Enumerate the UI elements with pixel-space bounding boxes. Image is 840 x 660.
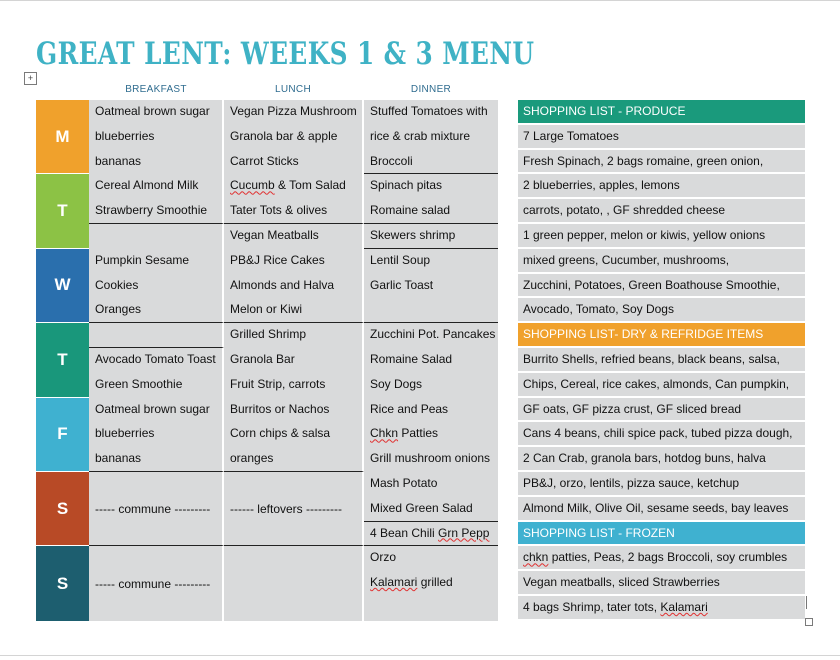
menu-text: & Tom Salad — [274, 178, 346, 193]
menu-cell: Oranges — [89, 298, 224, 323]
list-item: Zucchini, Potatoes, Green Boathouse Smoothie, — [518, 274, 805, 297]
list-item: mixed greens, Cucumber, mushrooms, — [518, 249, 805, 272]
day-wednesday: W — [36, 249, 89, 323]
table-move-handle-icon[interactable]: + — [24, 72, 37, 85]
menu-cell: oranges — [224, 447, 364, 472]
day-friday: F — [36, 398, 89, 472]
table-row — [89, 249, 498, 274]
list-item — [518, 596, 805, 619]
list-item: Burrito Shells, refried beans, black beans, salsa, — [518, 348, 805, 371]
table-row — [89, 472, 498, 546]
saturday-dinner-group — [364, 472, 498, 546]
day-thursday: T — [36, 323, 89, 397]
menu-cell: Grill mushroom onions — [364, 447, 498, 472]
menu-cell: PB&J Rice Cakes — [224, 249, 364, 274]
header-lunch: LUNCH — [275, 84, 311, 95]
table-row — [89, 100, 498, 125]
menu-cell: Burritos or Nachos — [224, 398, 364, 423]
menu-cell: ------ leftovers --------- — [224, 472, 364, 546]
table-row — [89, 422, 498, 447]
text-cursor — [806, 596, 807, 609]
spelling-flag: Kalamari — [660, 599, 708, 614]
list-item: 2 Can Crab, granola bars, hotdog buns, halva — [518, 447, 805, 470]
menu-text: grilled — [417, 575, 453, 590]
menu-cell: Fruit Strip, carrots — [224, 373, 364, 398]
menu-cell: Spinach pitas — [364, 174, 498, 199]
list-text: patties, Peas, 2 bags Broccoli, soy crumbles — [548, 550, 788, 565]
day-monday: M — [36, 100, 89, 174]
menu-cell-empty — [224, 546, 364, 620]
day-column — [36, 100, 89, 621]
menu-cell: bananas — [89, 150, 224, 175]
menu-table — [89, 100, 498, 621]
list-item: 1 green pepper, melon or kiwis, yellow onions — [518, 224, 805, 247]
menu-cell-empty — [89, 224, 224, 249]
menu-cell: Stuffed Tomatoes with — [364, 100, 498, 125]
table-row — [89, 323, 498, 348]
spelling-flag: chkn — [523, 550, 549, 565]
bottom-rule — [0, 655, 840, 656]
menu-cell: Mash Potato — [364, 472, 498, 497]
menu-cell-empty — [89, 323, 224, 348]
table-row — [89, 298, 498, 323]
day-sunday: S — [36, 546, 89, 620]
list-item: Vegan meatballs, sliced Strawberries — [518, 571, 805, 594]
menu-cell: Granola bar & apple — [224, 125, 364, 150]
menu-cell: blueberries — [89, 422, 224, 447]
list-item: 7 Large Tomatoes — [518, 125, 805, 148]
menu-cell: Almonds and Halva — [224, 274, 364, 299]
day-saturday: S — [36, 472, 89, 546]
menu-cell: ----- commune --------- — [89, 546, 224, 620]
menu-cell: Vegan Meatballs — [224, 224, 364, 249]
menu-cell: Skewers shrimp — [364, 224, 498, 249]
menu-cell: Cereal Almond Milk — [89, 174, 224, 199]
spelling-flag: Chkn — [370, 426, 399, 441]
top-rule — [0, 0, 840, 1]
menu-cell: Romaine salad — [364, 199, 498, 224]
menu-cell: Rice and Peas — [364, 398, 498, 423]
table-row — [89, 199, 498, 224]
sunday-dinner-group — [364, 546, 498, 620]
list-item: GF oats, GF pizza crust, GF sliced bread — [518, 398, 805, 421]
table-row — [89, 274, 498, 299]
table-row — [89, 125, 498, 150]
menu-cell: Romaine Salad — [364, 348, 498, 373]
menu-cell: Oatmeal brown sugar — [89, 100, 224, 125]
list-item: Avocado, Tomato, Soy Dogs — [518, 298, 805, 321]
menu-cell: rice & crab mixture — [364, 125, 498, 150]
menu-cell: Oatmeal brown sugar — [89, 398, 224, 423]
list-item: carrots, potato, , GF shredded cheese — [518, 199, 805, 222]
menu-cell: Avocado Tomato Toast — [89, 348, 224, 373]
menu-cell: Pumpkin Sesame — [89, 249, 224, 274]
shopping-list — [518, 100, 805, 621]
table-row — [89, 150, 498, 175]
menu-cell-empty — [364, 298, 498, 323]
produce-header: SHOPPING LIST - PRODUCE — [518, 100, 805, 123]
menu-cell: Zucchini Pot. Pancakes — [364, 323, 498, 348]
spelling-flag: Kalamari — [370, 575, 418, 590]
header-breakfast: BREAKFAST — [125, 84, 187, 95]
list-text: 4 bags Shrimp, tater tots, — [523, 599, 661, 614]
table-row — [89, 447, 498, 472]
table-row — [89, 546, 498, 620]
menu-cell: Strawberry Smoothie — [89, 199, 224, 224]
list-item: PB&J, orzo, lentils, pizza sauce, ketchup — [518, 472, 805, 495]
spelling-flag: Grn Pepp — [438, 525, 490, 540]
menu-cell: Grilled Shrimp — [224, 323, 364, 348]
menu-cell: Orzo — [364, 546, 498, 571]
list-item: Fresh Spinach, 2 bags romaine, green onion, — [518, 150, 805, 173]
list-item: Cans 4 beans, chili spice pack, tubed pizza dough, — [518, 422, 805, 445]
table-row — [89, 174, 498, 199]
menu-cell: Carrot Sticks — [224, 150, 364, 175]
menu-cell: Lentil Soup — [364, 249, 498, 274]
menu-cell: Garlic Toast — [364, 274, 498, 299]
menu-cell: Vegan Pizza Mushroom — [224, 100, 364, 125]
menu-cell: bananas — [89, 447, 224, 472]
list-item: 2 blueberries, apples, lemons — [518, 174, 805, 197]
menu-cell — [364, 571, 498, 621]
menu-cell — [364, 522, 498, 547]
list-item: Almond Milk, Olive Oil, sesame seeds, bay leaves — [518, 497, 805, 520]
menu-cell: Tater Tots & olives — [224, 199, 364, 224]
menu-text: 4 Bean Chili — [370, 525, 439, 540]
table-resize-handle[interactable] — [805, 618, 813, 626]
menu-cell: Granola Bar — [224, 348, 364, 373]
menu-cell: blueberries — [89, 125, 224, 150]
table-row — [89, 224, 498, 249]
menu-cell — [224, 174, 364, 199]
table-row — [89, 373, 498, 398]
menu-cell: Mixed Green Salad — [364, 497, 498, 522]
menu-cell: Broccoli — [364, 150, 498, 175]
menu-cell: ----- commune --------- — [89, 472, 224, 546]
frozen-header: SHOPPING LIST - FROZEN — [518, 522, 805, 545]
day-tuesday: T — [36, 174, 89, 248]
dry-header: SHOPPING LIST- DRY & REFRIDGE ITEMS — [518, 323, 805, 346]
menu-cell: Soy Dogs — [364, 373, 498, 398]
menu-cell: Cookies — [89, 274, 224, 299]
list-item: Chips, Cereal, rice cakes, almonds, Can pumpkin, — [518, 373, 805, 396]
table-row — [89, 348, 498, 373]
menu-cell: Melon or Kiwi — [224, 298, 364, 323]
menu-cell: Green Smoothie — [89, 373, 224, 398]
table-row — [89, 398, 498, 423]
header-dinner: DINNER — [410, 84, 452, 95]
list-item — [518, 546, 805, 569]
menu-cell — [364, 422, 498, 447]
menu-cell: Corn chips & salsa — [224, 422, 364, 447]
menu-text: Patties — [401, 426, 439, 441]
spelling-flag: Cucumb — [230, 178, 275, 193]
page-title: GREAT LENT: WEEKS 1 & 3 MENU — [36, 36, 535, 72]
